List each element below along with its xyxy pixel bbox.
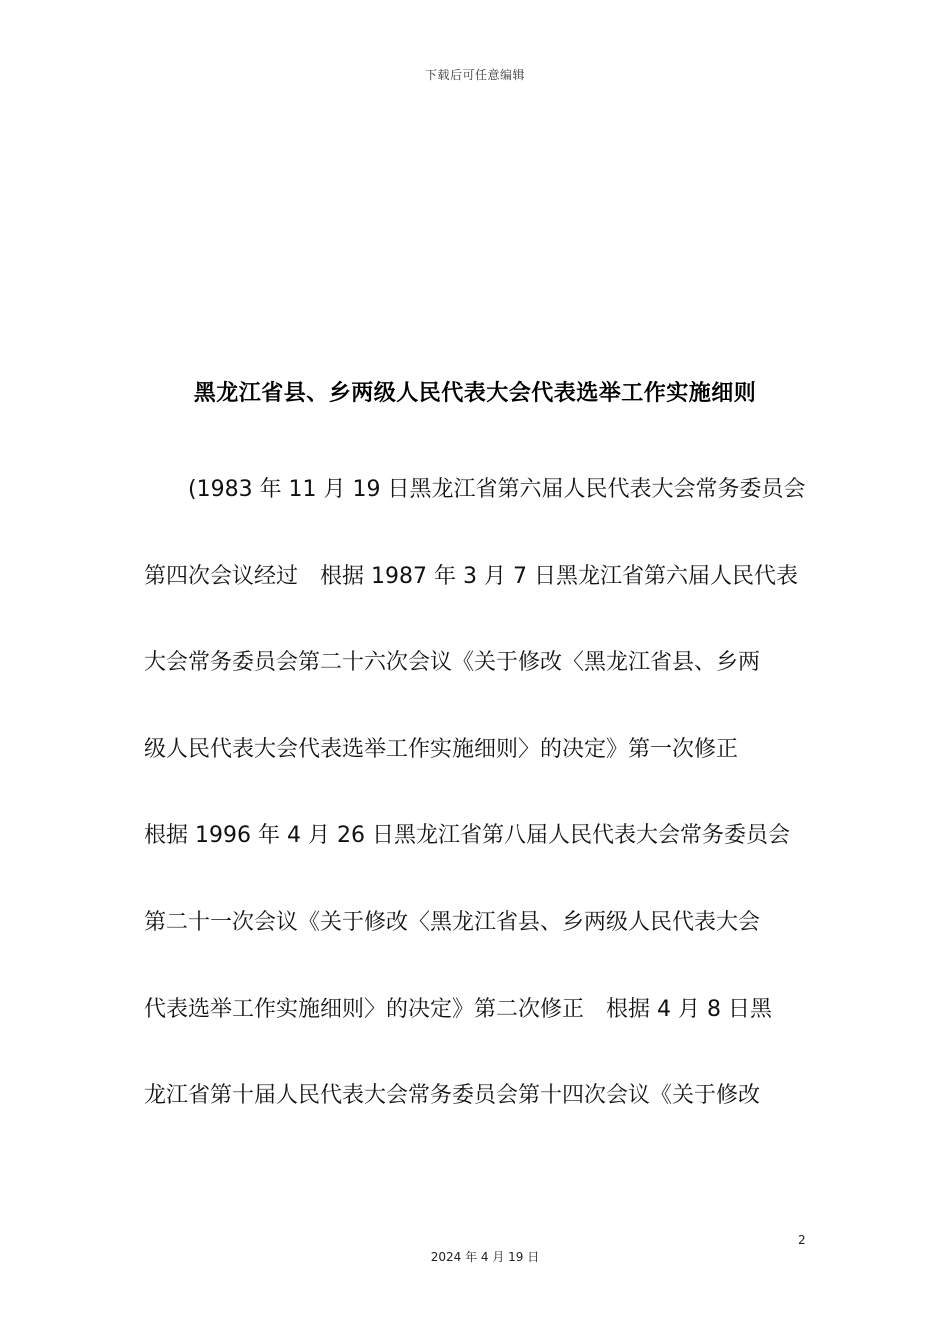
document-title: 黑龙江省县、乡两级人民代表大会代表选举工作实施细则 [193,381,757,406]
body-line: 第二十一次会议《关于修改〈黑龙江省县、乡两级人民代表大会 [144,909,761,935]
body-line: 龙江省第十届人民代表大会常务委员会第十四次会议《关于修改 [144,1083,761,1109]
body-line: 根据 1996 年 4 月 26 日黑龙江省第八届人民代表大会常务委员会 [144,823,790,849]
body-line: 第四次会议经过 根据 1987 年 3 月 7 日黑龙江省第六届人民代表 [144,563,798,589]
page-number: 2 [798,1233,806,1247]
header-note: 下载后可任意编辑 [424,68,525,82]
document-body [144,472,824,1165]
footer-date: 2024 年 4 月 19 日 [430,1250,540,1264]
body-line: 代表选举工作实施细则〉的决定》第二次修正 根据 4 月 8 日黑 [144,996,772,1022]
body-line: 级人民代表大会代表选举工作实施细则〉的决定》第一次修正 [144,736,739,762]
body-line: 大会常务委员会第二十六次会议《关于修改〈黑龙江省县、乡两 [144,650,761,676]
body-line: (1983 年 11 月 19 日黑龙江省第六届人民代表大会常务委员会 [188,477,806,502]
